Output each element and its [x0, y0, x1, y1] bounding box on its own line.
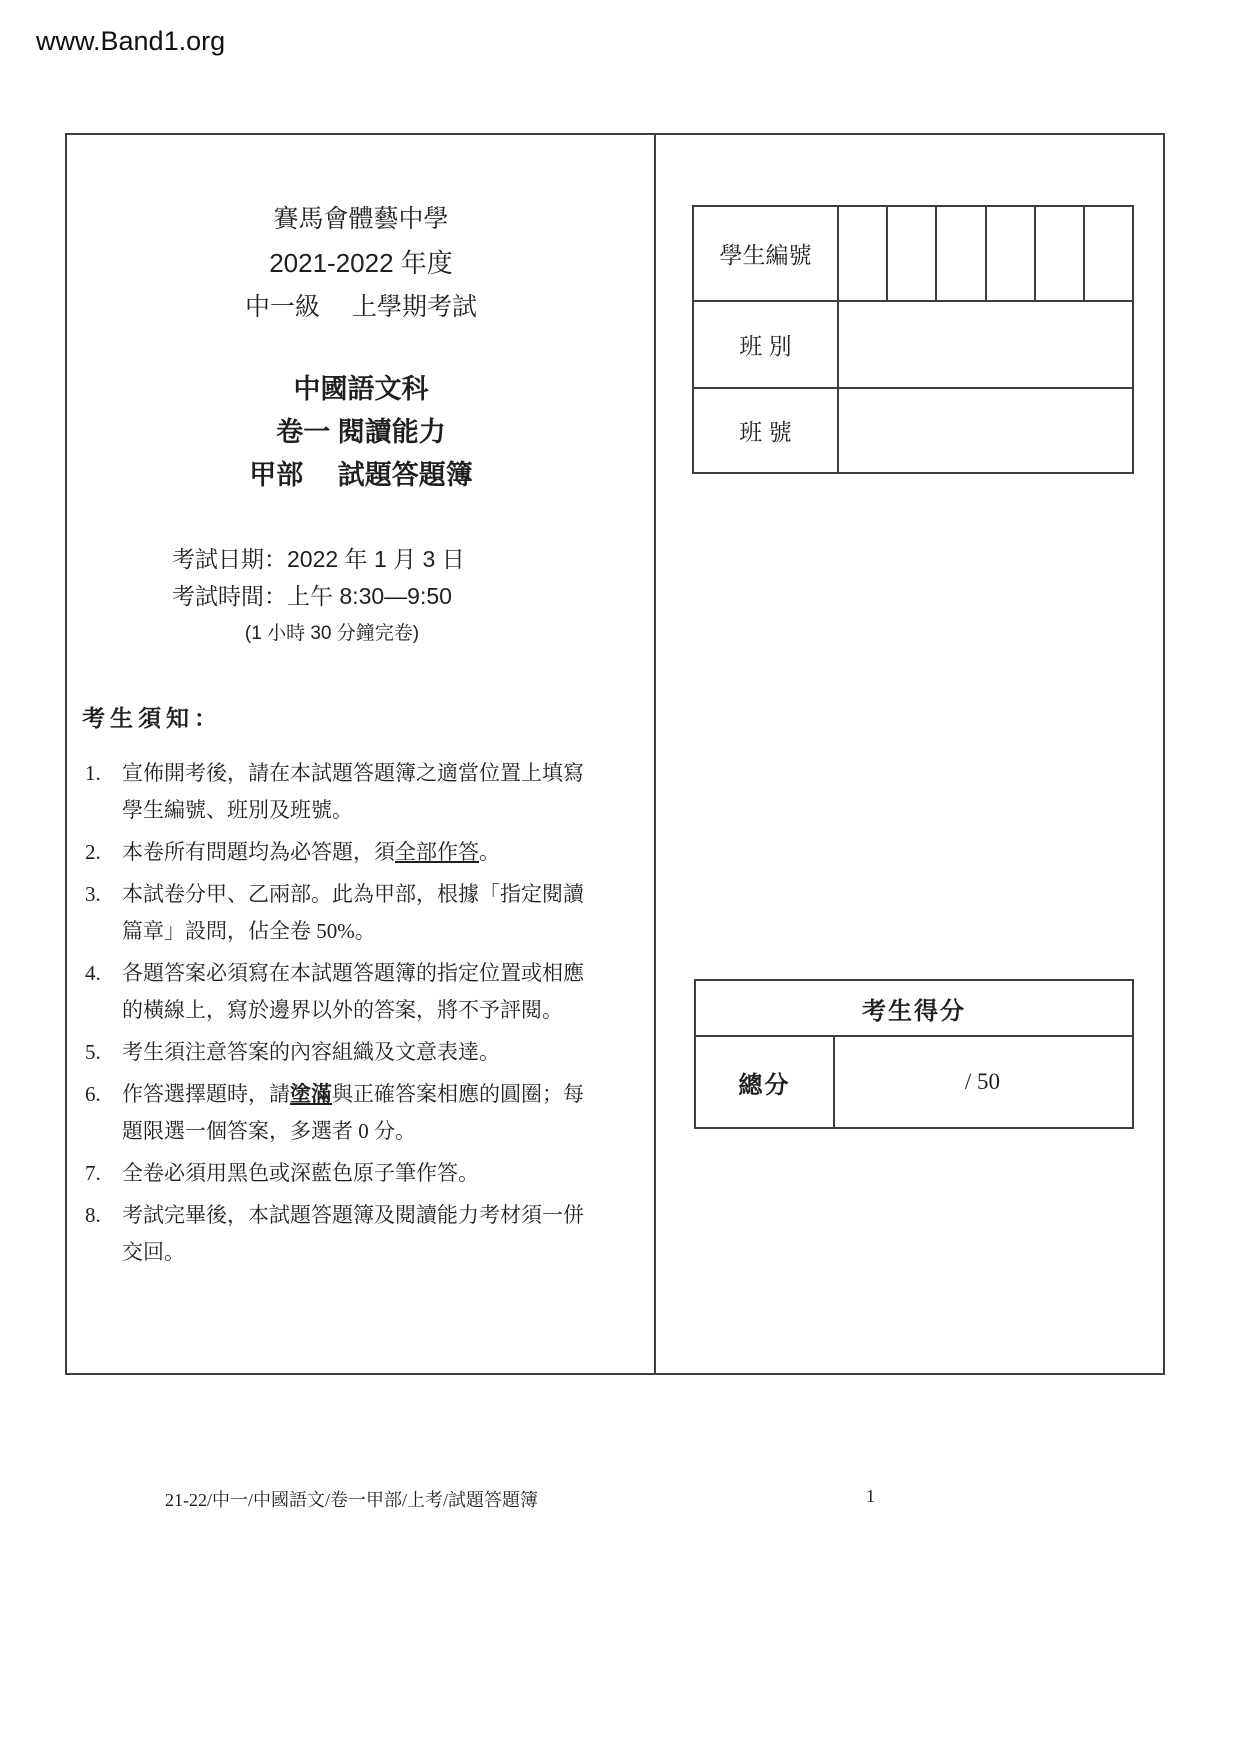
note-item: [85, 876, 590, 950]
note-text: 作答選擇題時，請塗滿與正確答案相應的圓圈；每題限選一個答案，多選者 0 分。: [122, 1082, 584, 1143]
student-number-cells: [839, 207, 1132, 300]
academic-year: 2021-2022 年度: [269, 248, 453, 278]
class-number-label: 班 號: [694, 389, 839, 472]
student-info-table: [692, 205, 1134, 474]
student-number-cell: [888, 207, 937, 300]
note-item: [85, 955, 590, 1029]
score-box: [694, 979, 1134, 1129]
student-number-cell: [987, 207, 1036, 300]
subject-title: 中國語文科: [293, 374, 429, 404]
exam-date: 考試日期：2022 年 1 月 3 日: [172, 546, 465, 572]
exam-title: 中一級 上學期考試: [245, 293, 477, 321]
school-name: 賽馬會體藝中學: [273, 205, 449, 233]
left-column: [67, 135, 655, 1373]
student-number-cell: [839, 207, 888, 300]
note-item: [85, 1155, 590, 1192]
paper-title: 卷一 閱讀能力: [276, 417, 446, 447]
note-number: 8.: [85, 1203, 101, 1227]
site-watermark: www.Band1.org: [36, 26, 226, 56]
cover-page-frame: [65, 133, 1165, 1375]
student-number-cell: [1036, 207, 1085, 300]
exam-time: 考試時間：上午 8:30—9:50: [172, 583, 452, 609]
notes-list: [85, 755, 590, 1276]
note-text: 考試完畢後，本試題答題簿及閱讀能力考材須一併交回。: [122, 1203, 584, 1264]
note-number: 4.: [85, 961, 101, 985]
note-text: 考生須注意答案的內容組織及文意表達。: [122, 1040, 500, 1064]
note-text: 本卷所有問題均為必答題，須全部作答。: [122, 840, 500, 864]
class-value-cell: [839, 302, 1132, 387]
note-number: 3.: [85, 882, 101, 906]
exam-duration: (1 小時 30 分鐘完卷): [244, 623, 420, 644]
note-item: [85, 1034, 590, 1071]
note-number: 2.: [85, 840, 101, 864]
student-number-cell: [1085, 207, 1132, 300]
footer-page-number: 1: [866, 1486, 875, 1506]
total-score-value: / 50: [964, 1069, 1000, 1094]
student-number-label: 學生編號: [694, 207, 839, 300]
class-number-row: [694, 387, 1132, 472]
notes-heading: 考生須知：: [82, 706, 222, 731]
footer-document-code: 21-22/中一/中國語文/卷一甲部/上考/試題答題簿: [165, 1490, 538, 1510]
note-number: 7.: [85, 1161, 101, 1185]
total-score-row: [696, 1037, 1132, 1127]
student-number-row: [694, 207, 1132, 300]
note-text: 各題答案必須寫在本試題答題簿的指定位置或相應的橫線上，寫於邊界以外的答案，將不予評閱。: [122, 961, 584, 1022]
class-label: 班 別: [694, 302, 839, 387]
student-number-cell: [937, 207, 986, 300]
note-number: 5.: [85, 1040, 101, 1064]
note-item: [85, 834, 590, 871]
note-text: 全卷必須用黑色或深藍色原子筆作答。: [122, 1161, 479, 1185]
note-text: 本試卷分甲、乙兩部。此為甲部，根據「指定閱讀篇章」設問，佔全卷 50%。: [122, 882, 584, 943]
section-title: 甲部 試題答題簿: [249, 460, 473, 490]
note-item: [85, 1076, 590, 1150]
class-number-value-cell: [839, 389, 1132, 472]
note-number: 6.: [85, 1082, 101, 1106]
total-score-label: 總分: [696, 1037, 835, 1127]
note-number: 1.: [85, 761, 101, 785]
score-box-title: 考生得分: [696, 981, 1132, 1037]
class-row: [694, 300, 1132, 387]
note-item: [85, 1197, 590, 1271]
note-item: [85, 755, 590, 829]
note-text: 宣佈開考後，請在本試題答題簿之適當位置上填寫學生編號、班別及班號。: [122, 761, 584, 822]
